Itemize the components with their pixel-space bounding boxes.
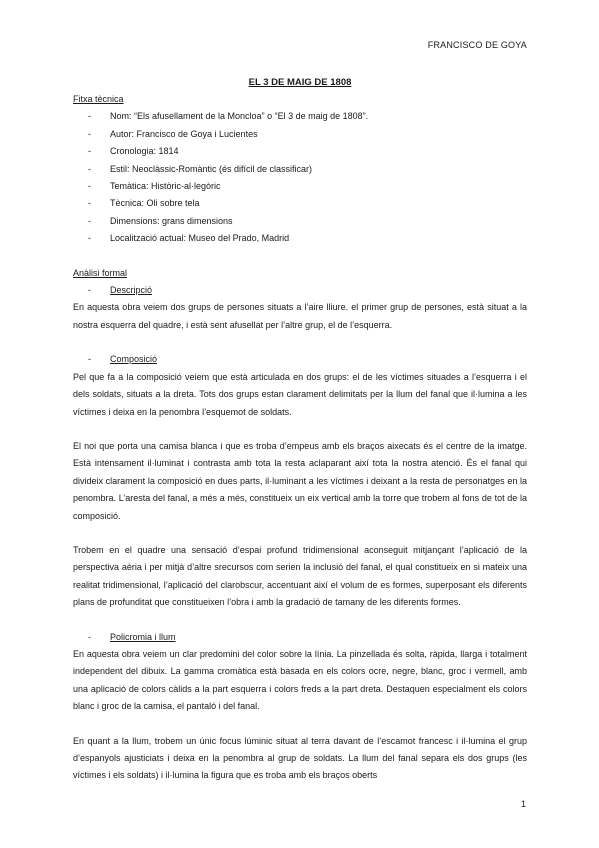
section-heading-fitxa: Fitxa tècnica [73,94,124,104]
fitxa-item: - Estil: Neoclàssic-Romàntic (és difícil de classificar) [73,161,527,178]
fitxa-list [73,108,527,247]
paragraph: En quant a la llum, trobem un únic focus lúminic situat al terra davant de l’escamot francesc i il·lumina el grup d’espanyols ajusticiats i deixa en la penombra al grup de soldats. La llum del fanal separa els dos grups (les víctimes i els soldats) i il·lumina la figura que es troba amb els braços oberts [73,735,527,781]
paragraph: En aquesta obra veiem dos grups de persones situats a l’aire lliure. el primer grup de persones, està situat a la nostra esquerra del quadre, i està sent afusellat per l’altre grup, el de l’esquerra. [73,302,527,330]
running-header: FRANCISCO DE GOYA [427,40,527,50]
fitxa-item: - Dimensions: grans dimensions [73,213,527,230]
fitxa-item: - Temàtica: Històric-al·legòric [73,178,527,195]
document-title: EL 3 DE MAIG DE 1808 [248,77,352,88]
subsection-heading-descripcio: - Descripció [88,285,153,296]
section-heading-analisi: Anàlisi formal [73,267,128,278]
document-body [73,74,527,785]
paragraph: Pel que fa a la composició veiem que està articulada en dos grups: el de les víctimes situades a l’esquerra i el dels soldats, situats a la dreta. Tots dos grups estan clarament delimitats per la llum del fanal que il·lumina a les víctimes i deixa en la penombra l’esquemot de soldats. [73,371,527,417]
fitxa-item: - Localització actual: Museo del Prado, Madrid [73,230,527,247]
fitxa-item: - Cronologia: 1814 [73,143,527,160]
fitxa-item: - Tècnica: Oli sobre tela [73,195,527,212]
fitxa-item: - Autor: Francisco de Goya i Lucientes [73,126,527,143]
paragraph: El noi que porta una camisa blanca i que es troba d’empeus amb els braços aixecats és el centre de la imatge. Està intensament il·luminat i contrasta amb tota la resta aclaparant així tota la nostra atenció. És el fanal qui divideix clarament la composició en dues parts, il·luminant a les víctimes i deixant a la resta de personatges en la penombra. L’aresta del fanal, a més a més, constitueix un eix vertical amb la torre que trobem al fons de tot de la composició. [73,440,527,521]
subsection-heading-policromia: - Policromia i llum [88,631,176,642]
subsection-heading-composicio: - Composició [88,354,158,365]
paragraph: En aquesta obra veiem un clar predomini del color sobre la línia. La pinzellada és solta, ràpida, llarga i totalment independent del dibuix. La gamma cromàtica està basada en els colors ocre, negre, blanc, groc i vermell, amb una aplicació de colors càlids a la part esquerra i colors freds a la part dreta. Destaquen especialment els colors blanc i groc de la camisa, el pantaló i del fanal. [73,648,527,712]
paragraph: Trobem en el quadre una sensació d’espai profund tridimensional aconseguit mitjançant l’aplicació de la perspectiva aèria i per mitjà d’altre srecursos com serien la inclusió del fanal, el qual constitueix en si mateix una realitat tridimensional, l’aplicació del clarobscur, accentuant així el volum de es formes, superposant els diferents plans de profunditat que constitueixen l’obra i amb la gradació de tamany de les diferents formes. [73,544,527,608]
page-number: 1 [520,799,526,809]
fitxa-item: - Nom: “Els afusellament de la Moncloa” o “El 3 de maig de 1808”. [73,108,527,125]
